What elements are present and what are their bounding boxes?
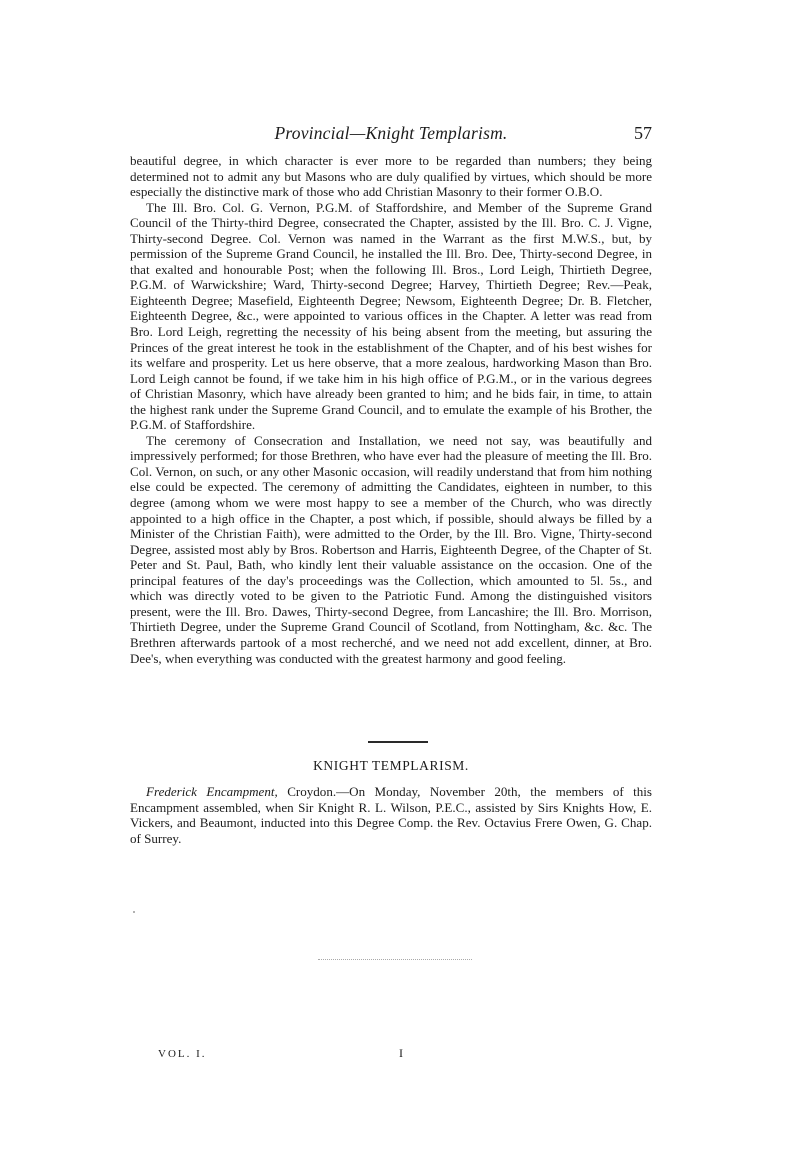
faint-rule: [318, 959, 472, 960]
print-speck: [133, 911, 135, 913]
paragraph-encampment: [130, 784, 652, 846]
running-title: Provincial—Knight Templarism.: [274, 123, 508, 143]
encampment-name: Frederick Encampment,: [146, 784, 278, 799]
section-heading: KNIGHT TEMPLARISM.: [313, 758, 469, 773]
encampment-report: Croydon.—On Monday, November 20th, the members of this Encampment assembled, when Sir Knight R. L. Wilson, P.E.C., assisted by Sirs Knights How, E. Vickers, and Beaumont, inducted into this Degree Comp. the Rev. Octavius Frere Owen, G. Chap. of Surrey.: [130, 784, 653, 846]
running-head: [130, 123, 652, 149]
paragraph-consecration: The Ill. Bro. Col. G. Vernon, P.G.M. of Staffordshire, and Member of the Supreme Grand Council of the Thirty-third Degree, consecrated the Chapter, assisted by the Ill. Bro. C. J. Vigne, Thirty-second Degree. Col. Vernon was named in the Warrant as the first M.W.S., but, by permission of the Supreme Grand Council, he installed the Ill. Bro. Dee, Thirty-second Degree, in that exalted and honourable Post; when the following Ill. Bros., Lord Leigh, Thirtieth Degree, P.G.M. of Warwickshire; Ward, Thirty-second Degree; Harvey, Thirtieth Degree; Rev.—Peak, Eighteenth Degree; Masefield, Eighteenth Degree; Newsom, Eighteenth Degree; Dr. B. Fletcher, Eighteenth Degree, &c., were appointed to various offices in the Chapter. A letter was read from Bro. Lord Leigh, regretting the necessity of his being absent from the meeting, but assuring the Princes of the great interest he took in the establishment of the Chapter, and of his best wishes for its welfare and prosperity. Let us here observe, that a more zealous, hardworking Mason than Bro. Lord Leigh cannot be found, if we take him in his high office of P.G.M., or in the various degrees of Christian Masonry, which have already been granted to him; and he bids fair, in time, to attain the highest rank under the Supreme Grand Council, and to emulate the example of his Brother, the P.G.M. of Staffordshire.: [130, 199, 652, 433]
signature-mark: I: [399, 1046, 403, 1060]
page-number: 57: [634, 123, 652, 143]
section-divider: [368, 741, 428, 743]
section-body: [130, 784, 652, 846]
article-body: [130, 153, 652, 666]
volume-mark: VOL. I.: [158, 1048, 207, 1060]
paragraph-continuation: beautiful degree, in which character is ever more to be regarded than numbers; they being determined not to admit any but Masons who are duly qualified by virtues, which should be more especially the distinctive mark of those who add Christian Masonry to their former O.B.O.: [130, 153, 652, 200]
paragraph-ceremony: The ceremony of Consecration and Installation, we need not say, was beautifully and impressively performed; for those Brethren, who have ever had the pleasure of meeting the Ill. Bro. Col. Vernon, on such, or any other Masonic occasion, will readily understand that from him nothing else could be expected. The ceremony of admitting the Candidates, eighteen in number, to this degree (among whom we were most happy to see a member of the Church, who was directly appointed to a high office in the Chapter, a post which, if possible, should always be filled by a Minister of the Christian Faith), were admitted to the Order, by the Ill. Bro. Vigne, Thirty-second Degree, assisted most ably by Bros. Robertson and Harris, Eighteenth Degree, of the Chapter of St. Peter and St. Paul, Bath, who kindly lent their valuable assistance on the occasion. One of the principal features of the day's proceedings was the Collection, which amounted to 5l. 5s., and which was directly voted to be given to the Patriotic Fund. Among the distinguished visitors present, were the Ill. Bro. Dawes, Thirty-second Degree, from Lancashire; the Ill. Bro. Morrison, Thirtieth Degree, under the Supreme Grand Council of Scotland, from Nottingham, &c. &c. The Brethren afterwards partook of a most recherché, and we need not add excellent, dinner, at Bro. Dee's, when everything was conducted with the greatest harmony and good feeling.: [130, 432, 652, 666]
